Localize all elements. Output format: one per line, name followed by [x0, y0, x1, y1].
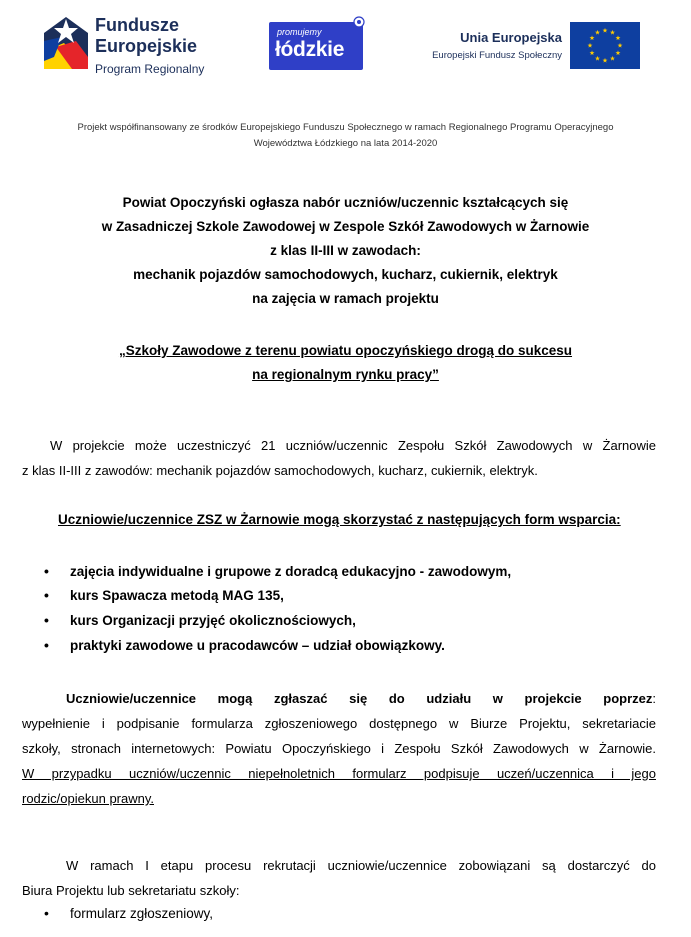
recruitment-line-2: Biura Projektu lub sekretariatu szkoły:	[22, 883, 240, 898]
apply-line-2: wypełnienie i podpisanie formularza zgłoszeniowego dostępnego w Biurze Projektu, sekretariacie	[22, 716, 656, 731]
support-item: • kurs Organizacji przyjęć okolicznościowych,	[44, 612, 356, 628]
apply-line-5: rodzic/opiekun prawny.	[22, 791, 154, 806]
fe-star-icon	[42, 13, 90, 71]
fe-logo-line3: Program Regionalny	[95, 62, 205, 76]
eu-logo	[412, 22, 642, 72]
lodzkie-sun-icon	[353, 16, 365, 28]
eu-flag-icon	[570, 22, 640, 69]
support-item: • praktyki zawodowe u pracodawców – udział obowiązkowy.	[44, 637, 445, 653]
bullet-icon: •	[44, 905, 49, 921]
project-title-line-2: na regionalnym rynku pracy”	[252, 367, 439, 382]
bullet-icon: •	[44, 612, 49, 628]
bullet-icon: •	[44, 563, 49, 579]
cofinancing-line-2: Województwa Łódzkiego na lata 2014-2020	[253, 138, 438, 149]
recruitment-item: • formularz zgłoszeniowy,	[44, 905, 214, 921]
announcement-line-4: mechanik pojazdów samochodowych, kucharz, cukiernik, elektryk	[133, 267, 558, 282]
fe-logo-line1: Fundusze	[95, 15, 179, 35]
cofinancing-line-1: Projekt współfinansowany ze środków Europejskiego Funduszu Społecznego w ramach Regionalnego Programu Operacyjnego	[77, 122, 614, 133]
intro-line-1: W projekcie może uczestniczyć 21 uczniów/uczennic Zespołu Szkół Zawodowych w Żarnowie	[50, 438, 656, 453]
lodzkie-logo	[269, 22, 363, 70]
lodzkie-logo-big-text: łódzkie	[275, 38, 345, 61]
support-item: • kurs Spawacza metodą MAG 135,	[44, 587, 284, 603]
support-heading: Uczniowie/uczennice ZSZ w Żarnowie mogą skorzystać z następujących form wsparcia:	[58, 512, 621, 527]
announcement-line-2: w Zasadniczej Szkole Zawodowej w Zespole Szkół Zawodowych w Żarnowie	[101, 219, 590, 234]
bullet-icon: •	[44, 587, 49, 603]
apply-line-3: szkoły, stronach internetowych: Powiatu Opoczyńskiego i Zespołu Szkół Zawodowych w Żarnowie.	[22, 741, 656, 756]
fe-logo-line2: Europejskie	[95, 36, 198, 56]
announcement-line-5: na zajęcia w ramach projektu	[252, 291, 439, 306]
recruitment-line-1: W ramach I etapu procesu rekrutacji uczniowie/uczennice zobowiązani są dostarczyć do	[66, 858, 656, 873]
fundusze-europejskie-logo	[42, 12, 242, 84]
apply-line-1: Uczniowie/uczennice mogą zgłaszać się do udziału w projekcie poprzez:	[66, 691, 656, 706]
apply-line-4: W przypadku uczniów/uczennic niepełnoletnich formularz podpisuje uczeń/uczennica i jego	[22, 766, 656, 781]
announcement-line-1: Powiat Opoczyński ogłasza nabór uczniów/uczennic kształcących się	[122, 195, 569, 210]
support-item: • zajęcia indywidualne i grupowe z doradcą edukacyjno - zawodowym,	[44, 563, 512, 579]
intro-line-2: z klas II-III z zawodów: mechanik pojazdów samochodowych, kucharz, cukiernik, elektryk.	[22, 463, 538, 478]
eu-logo-subtitle: Europejski Fundusz Społeczny	[432, 50, 562, 61]
announcement-line-3: z klas II-III w zawodach:	[270, 243, 421, 258]
bullet-icon: •	[44, 637, 49, 653]
lodzkie-logo-small-text: promujemy	[277, 27, 322, 37]
project-title-line-1: „Szkoły Zawodowe z terenu powiatu opoczyńskiego drogą do sukcesu	[118, 343, 573, 358]
eu-logo-title: Unia Europejska	[460, 30, 562, 45]
